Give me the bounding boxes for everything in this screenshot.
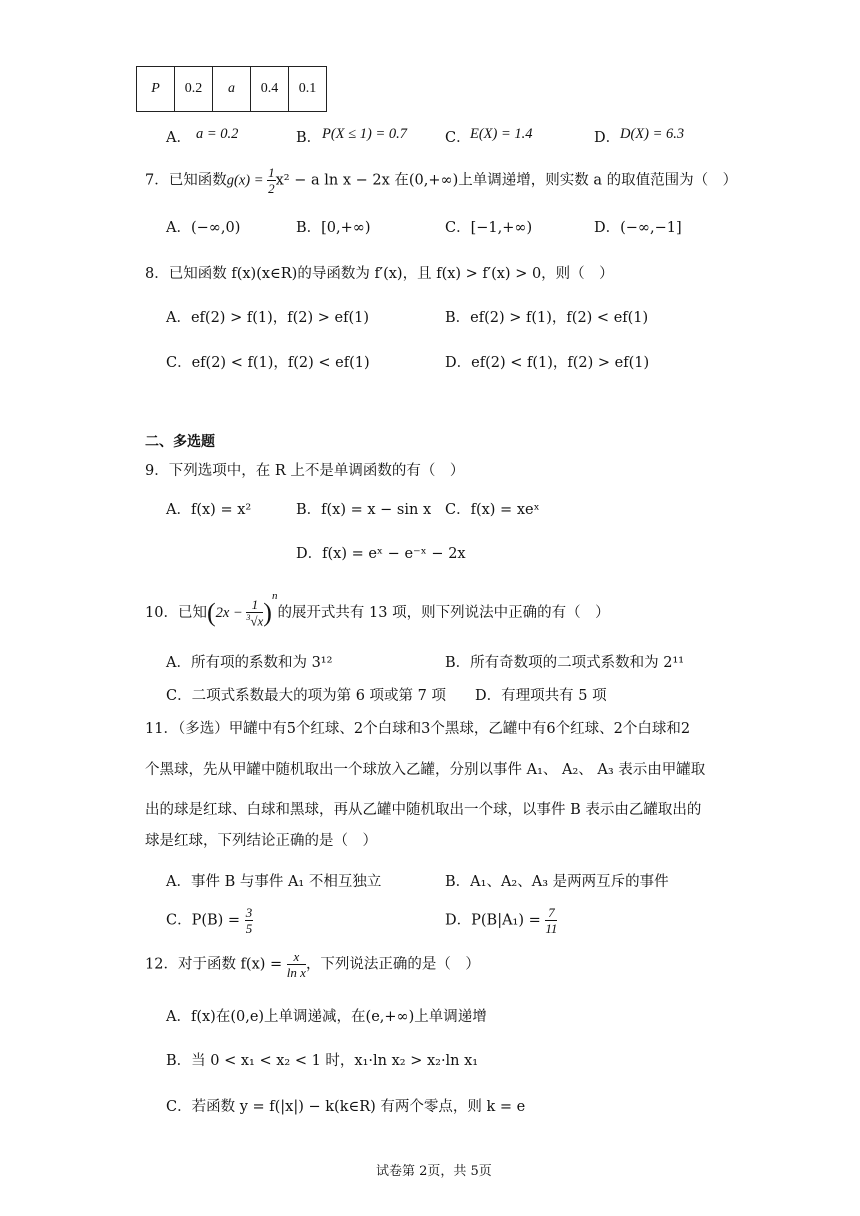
q11-option-d: D．P(B|A₁) = $\frac{7}{11}$ [445, 905, 558, 936]
q12-option-b: B．当 0 < x₁ < x₂ < 1 时，x₁·ln x₂ > x₂·ln x₁ [166, 1053, 479, 1069]
table-cell: 0.1 [289, 67, 327, 112]
q11-option-b: B．A₁、A₂、A₃ 是两两互斥的事件 [445, 874, 669, 890]
table-cell: 0.4 [251, 67, 289, 112]
q7-option-c: C．[−1,+∞) [445, 220, 533, 236]
option-b: P(X ≤ 1) = 0.7 [322, 126, 407, 142]
option-label: A． [166, 130, 191, 146]
q12-option-c: C．若函数 y = f(|x|) − k(k∈R) 有两个零点，则 k = e [166, 1099, 526, 1115]
question-9: 9．下列选项中，在 R 上不是单调函数的有（ ） [145, 463, 465, 479]
option-a: a = 0.2 [196, 126, 239, 142]
q10-option-c: C．二项式系数最大的项为第 6 项或第 7 项 [166, 688, 446, 704]
q9-option-a: A．f(x) = x² [166, 502, 252, 518]
fraction: $\frac{1}{^3√x}$ [246, 597, 264, 629]
q10-option-d: D．有理项共有 5 项 [475, 688, 607, 704]
q8-option-a: A．ef(2) > f(1)，f(2) > ef(1) [166, 310, 369, 326]
option-label: B． [296, 130, 322, 146]
fraction: $\frac{1}{2}$ [268, 165, 275, 196]
q10-option-a: A．所有项的系数和为 3¹² [166, 655, 333, 671]
table-cell: 0.2 [175, 67, 213, 112]
question-11-line: 11．（多选）甲罐中有5个红球、2个白球和3个黑球，乙罐中有6个红球、2个白球和2 [145, 721, 691, 737]
q7-option-b: B．[0,+∞) [296, 220, 371, 236]
option-d: D(X) = 6.3 [620, 126, 685, 142]
q12-option-a: A．f(x)在(0,e)上单调递减，在(e,+∞)上单调递增 [166, 1009, 487, 1025]
fraction: $\frac{7}{11}$ [545, 905, 558, 936]
q8-option-c: C．ef(2) < f(1)，f(2) < ef(1) [166, 355, 370, 371]
page-footer: 试卷第 2页，共 5页 [376, 1164, 492, 1179]
q8-option-d: D．ef(2) < f(1)，f(2) > ef(1) [445, 355, 650, 371]
q9-option-c: C．f(x) = xeˣ [445, 502, 540, 518]
question-11-line: 出的球是红球、白球和黑球，再从乙罐中随机取出一个球，以事件 B 表示由乙罐取出的 [145, 802, 702, 818]
question-12: 12．对于函数 f(x) = $\frac{x}{\text{ln x}}$ ，下列说法正确的是（ ） [145, 949, 480, 980]
q7-option-d: D．(−∞,−1] [594, 220, 682, 236]
question-11-line: 球是红球，下列结论正确的是（ ） [145, 833, 377, 849]
q11-option-a: A．事件 B 与事件 A₁ 不相互独立 [166, 874, 382, 890]
question-7: 7．已知函数g(x) = $\frac{1}{2}$ x² − a ln x − 2x 在(0,+∞)上单调递增，则实数 a 的取值范围为（ ） [145, 165, 738, 196]
fraction: $\frac{x}{\text{ln x}}$ [286, 949, 306, 980]
q10-option-b: B．所有奇数项的二项式系数和为 2¹¹ [445, 655, 685, 671]
option-c: E(X) = 1.4 [470, 126, 533, 142]
q7-option-a: A．(−∞,0) [166, 220, 241, 236]
q9-option-d: D．f(x) = eˣ − e⁻ˣ − 2x [296, 546, 466, 562]
fraction: $\frac{3}{5}$ [245, 905, 253, 936]
section-heading: 二、多选题 [145, 434, 215, 450]
q8-option-b: B．ef(2) > f(1)，f(2) < ef(1) [445, 310, 649, 326]
q9-option-b: B．f(x) = x − sin x [296, 502, 432, 518]
option-label: D． [594, 130, 621, 146]
option-label: C． [445, 130, 471, 146]
probability-table [136, 66, 327, 112]
question-10: 10．已知(2x − $\frac{1}{^3√x}$ )$^n$的展开式共有 13 项，则下列说法中正确的有（ ） [145, 590, 610, 629]
question-8: 8．已知函数 f(x)(x∈R)的导函数为 f′(x)，且 f(x) > f′(x) > 0，则（ ） [145, 266, 614, 282]
q11-option-c: C．P(B) = $\frac{3}{5}$ [166, 905, 253, 936]
table-cell: a [213, 67, 251, 112]
question-11-line: 个黑球，先从甲罐中随机取出一个球放入乙罐，分别以事件 A₁、 A₂、 A₃ 表示由甲罐取 [145, 762, 706, 778]
table-cell: P [137, 67, 175, 112]
